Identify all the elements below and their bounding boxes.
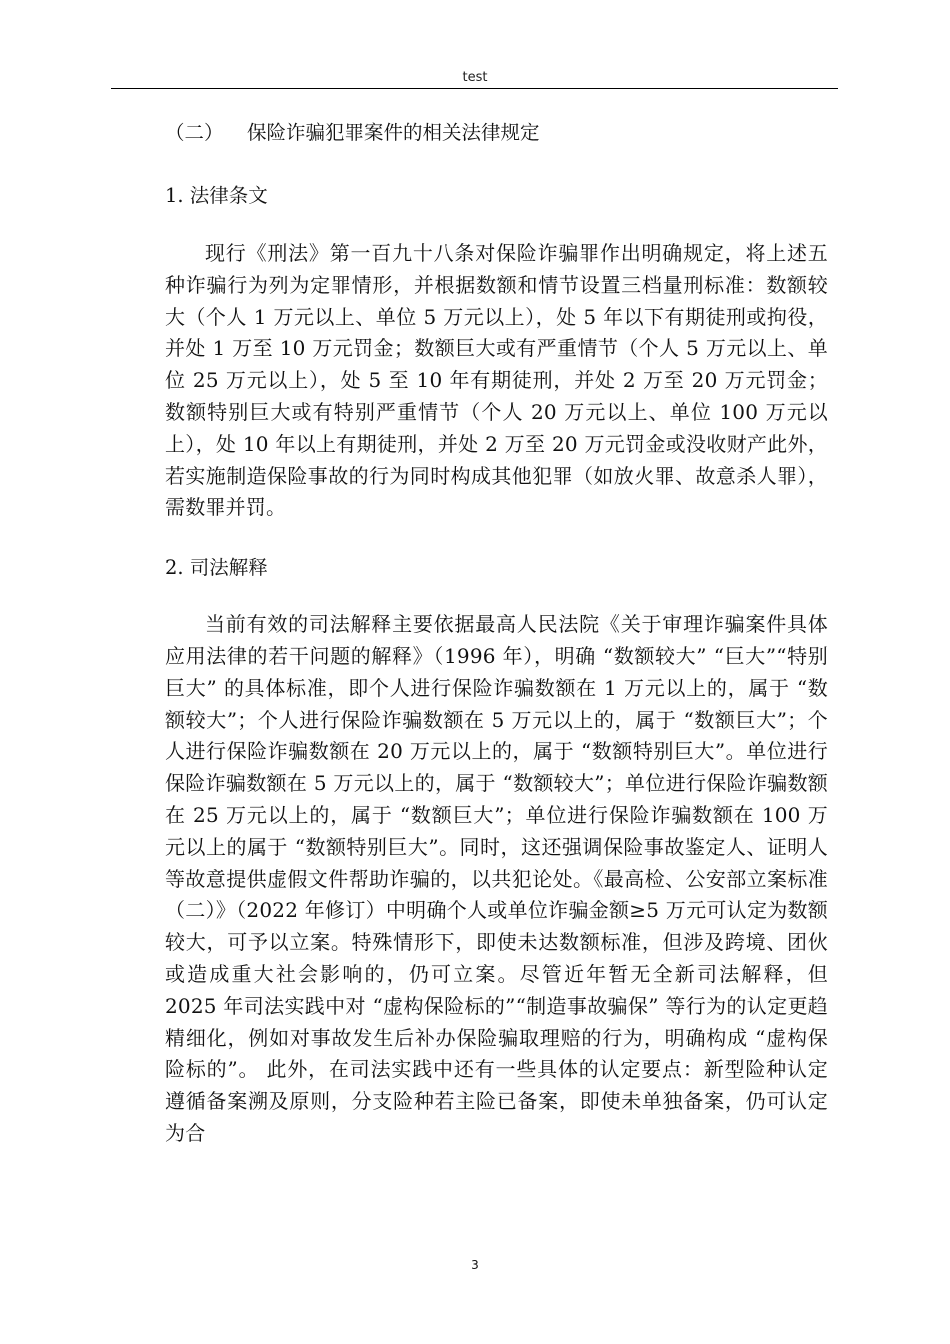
section-label: （二） bbox=[165, 121, 224, 144]
section-heading bbox=[165, 115, 828, 151]
page-number: 3 bbox=[471, 1258, 479, 1272]
section-title: 保险诈骗犯罪案件的相关法律规定 bbox=[247, 121, 540, 144]
header-divider bbox=[111, 88, 838, 89]
law-articles-paragraph: 现行《刑法》第一百九十八条对保险诈骗罪作出明确规定，将上述五种诈骗行为列为定罪情形，并根据数额和情节设置三档量刑标准：数额较大（个人 1 万元以上、单位 5 万元以上），处 5 年以下有期徒刑或拘役，并处 1 万至 10 万元罚金；数额巨大或有严重情节（个人 5 万元以上、单位 25 万元以上），处 5 至 10 年有期徒刑，并处 2 万至 20 万元罚金；数额特别巨大或有特别严重情节（个人 20 万元以上、单位 100 万元以上），处 10 年以上有期徒刑，并处 2 万至 20 万元罚金或没收财产此外，若实施制造保险事故的行为同时构成其他犯罪（如放火罪、故意杀人罪），需数罪并罚。 bbox=[165, 241, 828, 520]
header-text: test bbox=[462, 70, 488, 85]
document-body bbox=[165, 113, 828, 1150]
subsection-heading-law-articles: 1. 法律条文 bbox=[165, 184, 268, 207]
judicial-interpretation-paragraph: 当前有效的司法解释主要依据最高人民法院《关于审理诈骗案件具体应用法律的若干问题的解释》（1996 年），明确 “数额较大” “巨大”“特别巨大” 的具体标准，即个人进行保险诈骗数额在 1 万元以上的，属于 “数额较大”；个人进行保险诈骗数额在 5 万元以上的，属于 “数额巨大”；个人进行保险诈骗数额在 20 万元以上的，属于 “数额特别巨大”。单位进行保险诈骗数额在 5 万元以上的，属于 “数额较大”；单位进行保险诈骗数额在 25 万元以上的，属于 “数额巨大”；单位进行保险诈骗数额在 100 万元以上的属于 “数额特别巨大”。同时，这还强调保险事故鉴定人、证明人等故意提供虚假文件帮助诈骗的，以共犯论处。《最高检、公安部立案标准（二）》（2022 年修订）中明确个人或单位诈骗金额≥5 万元可认定为数额较大，可予以立案。特殊情形下，即使未达数额标准，但涉及跨境、团伙或造成重大社会影响的，仍可立案。尽管近年暂无全新司法解释，但 2025 年司法实践中对 “虚构保险标的”“制造事故骗保” 等行为的认定更趋精细化，例如对事故发生后补办保险骗取理赔的行为，明确构成 “虚构保险标的”。 此外，在司法实践中还有一些具体的认定要点：新型险种认定遵循备案溯及原则，分支险种若主险已备案，即使未单独备案，仍可认定为合 bbox=[165, 612, 828, 1145]
subsection-heading-judicial-interpretation: 2. 司法解释 bbox=[165, 556, 268, 580]
